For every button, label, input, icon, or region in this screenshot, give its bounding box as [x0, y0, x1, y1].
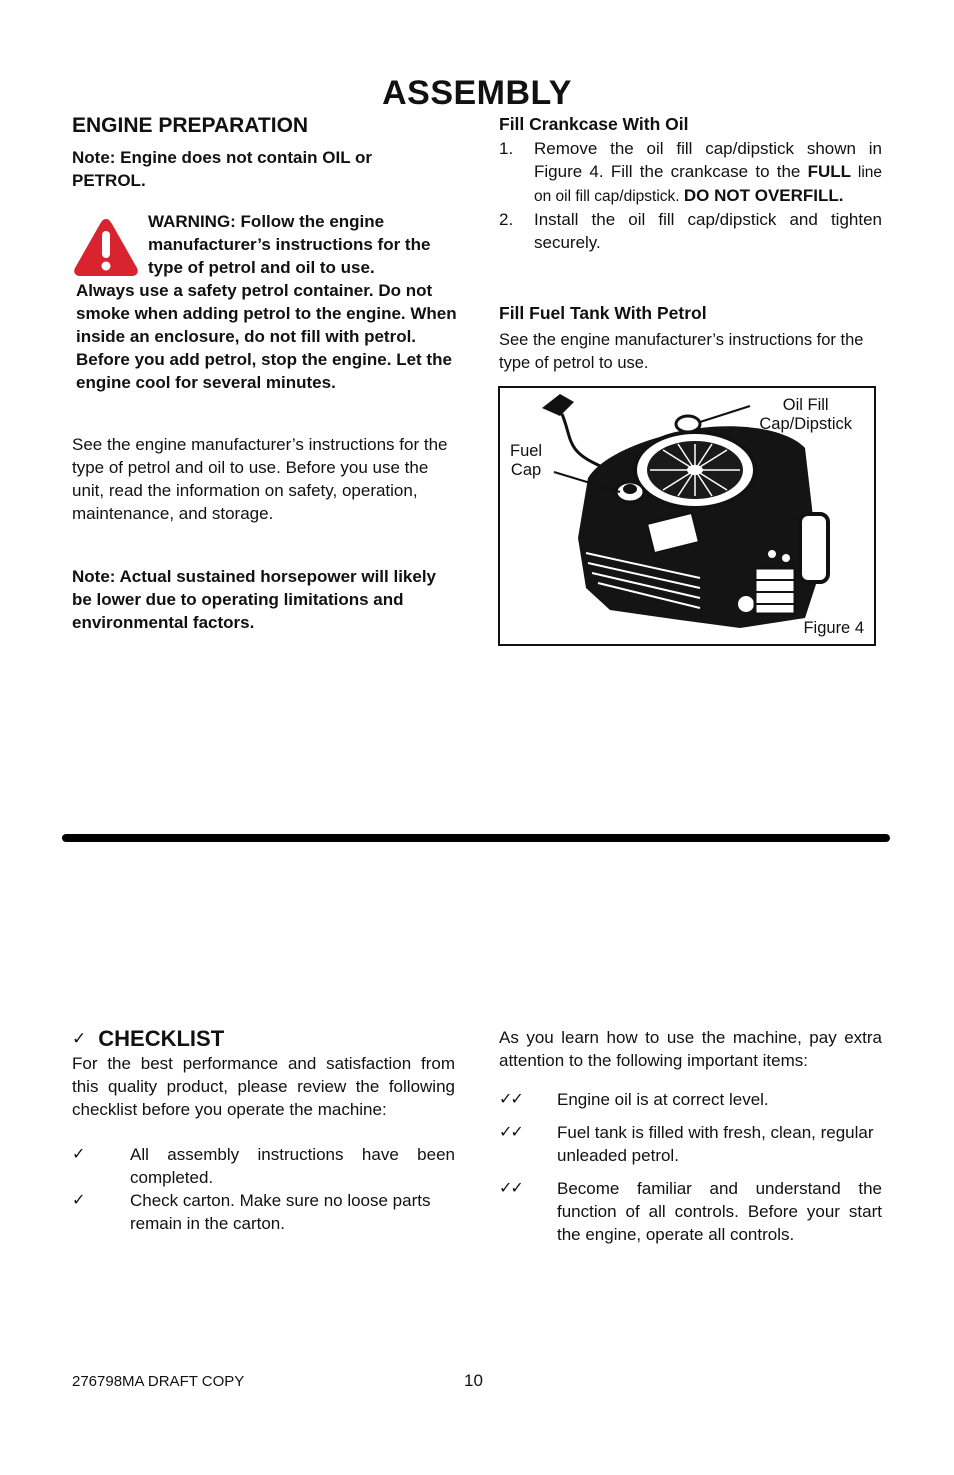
checklist-heading: CHECKLIST — [98, 1026, 225, 1051]
checklist-items — [72, 1143, 455, 1235]
learn-item: ✓✓ Fuel tank is filled with fresh, clean, regular unleaded petrol. — [499, 1123, 874, 1165]
fuel-cap-label: Fuel Cap — [510, 442, 543, 479]
checklist-item: ✓ Check carton. Make sure no loose parts remain in the carton. — [72, 1191, 431, 1233]
check-mark-icon: ✓ — [72, 1029, 87, 1048]
fuel-tank-body: See the engine manufacturer’s instructions for the type of petrol to use. — [499, 331, 864, 372]
check-mark-icon: ✓ — [72, 1192, 86, 1209]
crankcase-steps — [499, 137, 882, 254]
horsepower-note: Note: Actual sustained horsepower will likely be lower due to operating limitations and environmental factors. — [72, 567, 437, 632]
doc-id: 276798MA DRAFT COPY — [72, 1373, 245, 1390]
engine-prep-body: See the engine manufacturer’s instructions for the type of petrol and oil to use. Before you use the unit, read the information on safety, operation, maintenance, and storage. — [72, 435, 448, 523]
engine-prep-heading: ENGINE PREPARATION — [72, 114, 309, 137]
warning-icon — [72, 216, 140, 280]
crankcase-step-2: 2. Install the oil fill cap/dipstick and tighten securely. — [499, 210, 882, 252]
page-number: 10 — [464, 1371, 483, 1390]
warning-body: Always use a safety petrol container. Do not smoke when adding petrol to the engine. When inside an enclosure, do not fill with petrol. Before you add petrol, stop the engine. Let the engine cool for several minutes. — [76, 281, 457, 392]
page-title: ASSEMBLY — [382, 74, 572, 112]
double-check-icon: ✓✓ — [499, 1180, 522, 1197]
learn-item: ✓✓ Become familiar and understand the function of all controls. Before your start the engine, operate all controls. — [499, 1179, 882, 1244]
check-mark-icon: ✓ — [72, 1146, 86, 1163]
checklist-heading-row — [72, 1026, 224, 1052]
figure-caption: Figure 4 — [803, 619, 864, 637]
engine-note: Note: Engine does not contain OIL or PETROL. — [72, 148, 373, 190]
crankcase-step-1: 1. Remove the oil fill cap/dipstick shown in Figure 4. Fill the crankcase to the FULL line on oil fill cap/dipstick. DO NOT OVERFILL. — [499, 139, 883, 205]
section-divider — [62, 834, 890, 842]
learn-intro: As you learn how to use the machine, pay extra attention to the following important items: — [499, 1028, 882, 1070]
crankcase-heading: Fill Crankcase With Oil — [499, 114, 689, 134]
step-number: 1. — [499, 139, 514, 158]
learn-items — [499, 1088, 882, 1256]
double-check-icon: ✓✓ — [499, 1124, 522, 1141]
learn-item: ✓✓ Engine oil is at correct level. — [499, 1090, 769, 1109]
oil-fill-label: Oil Fill Cap/Dipstick — [759, 396, 852, 433]
checklist-item: ✓ All assembly instructions have been completed. — [72, 1145, 455, 1187]
double-check-icon: ✓✓ — [499, 1091, 522, 1108]
step-number: 2. — [499, 210, 514, 229]
figure-4 — [498, 386, 876, 646]
warning-lead: WARNING: Follow the engine manufacturer’s instructions for the type of petrol and oil to use. — [148, 212, 431, 277]
fuel-tank-heading: Fill Fuel Tank With Petrol — [499, 303, 707, 323]
checklist-intro: For the best performance and satisfaction from this quality product, please review the following checklist before you operate the machine: — [72, 1054, 455, 1119]
